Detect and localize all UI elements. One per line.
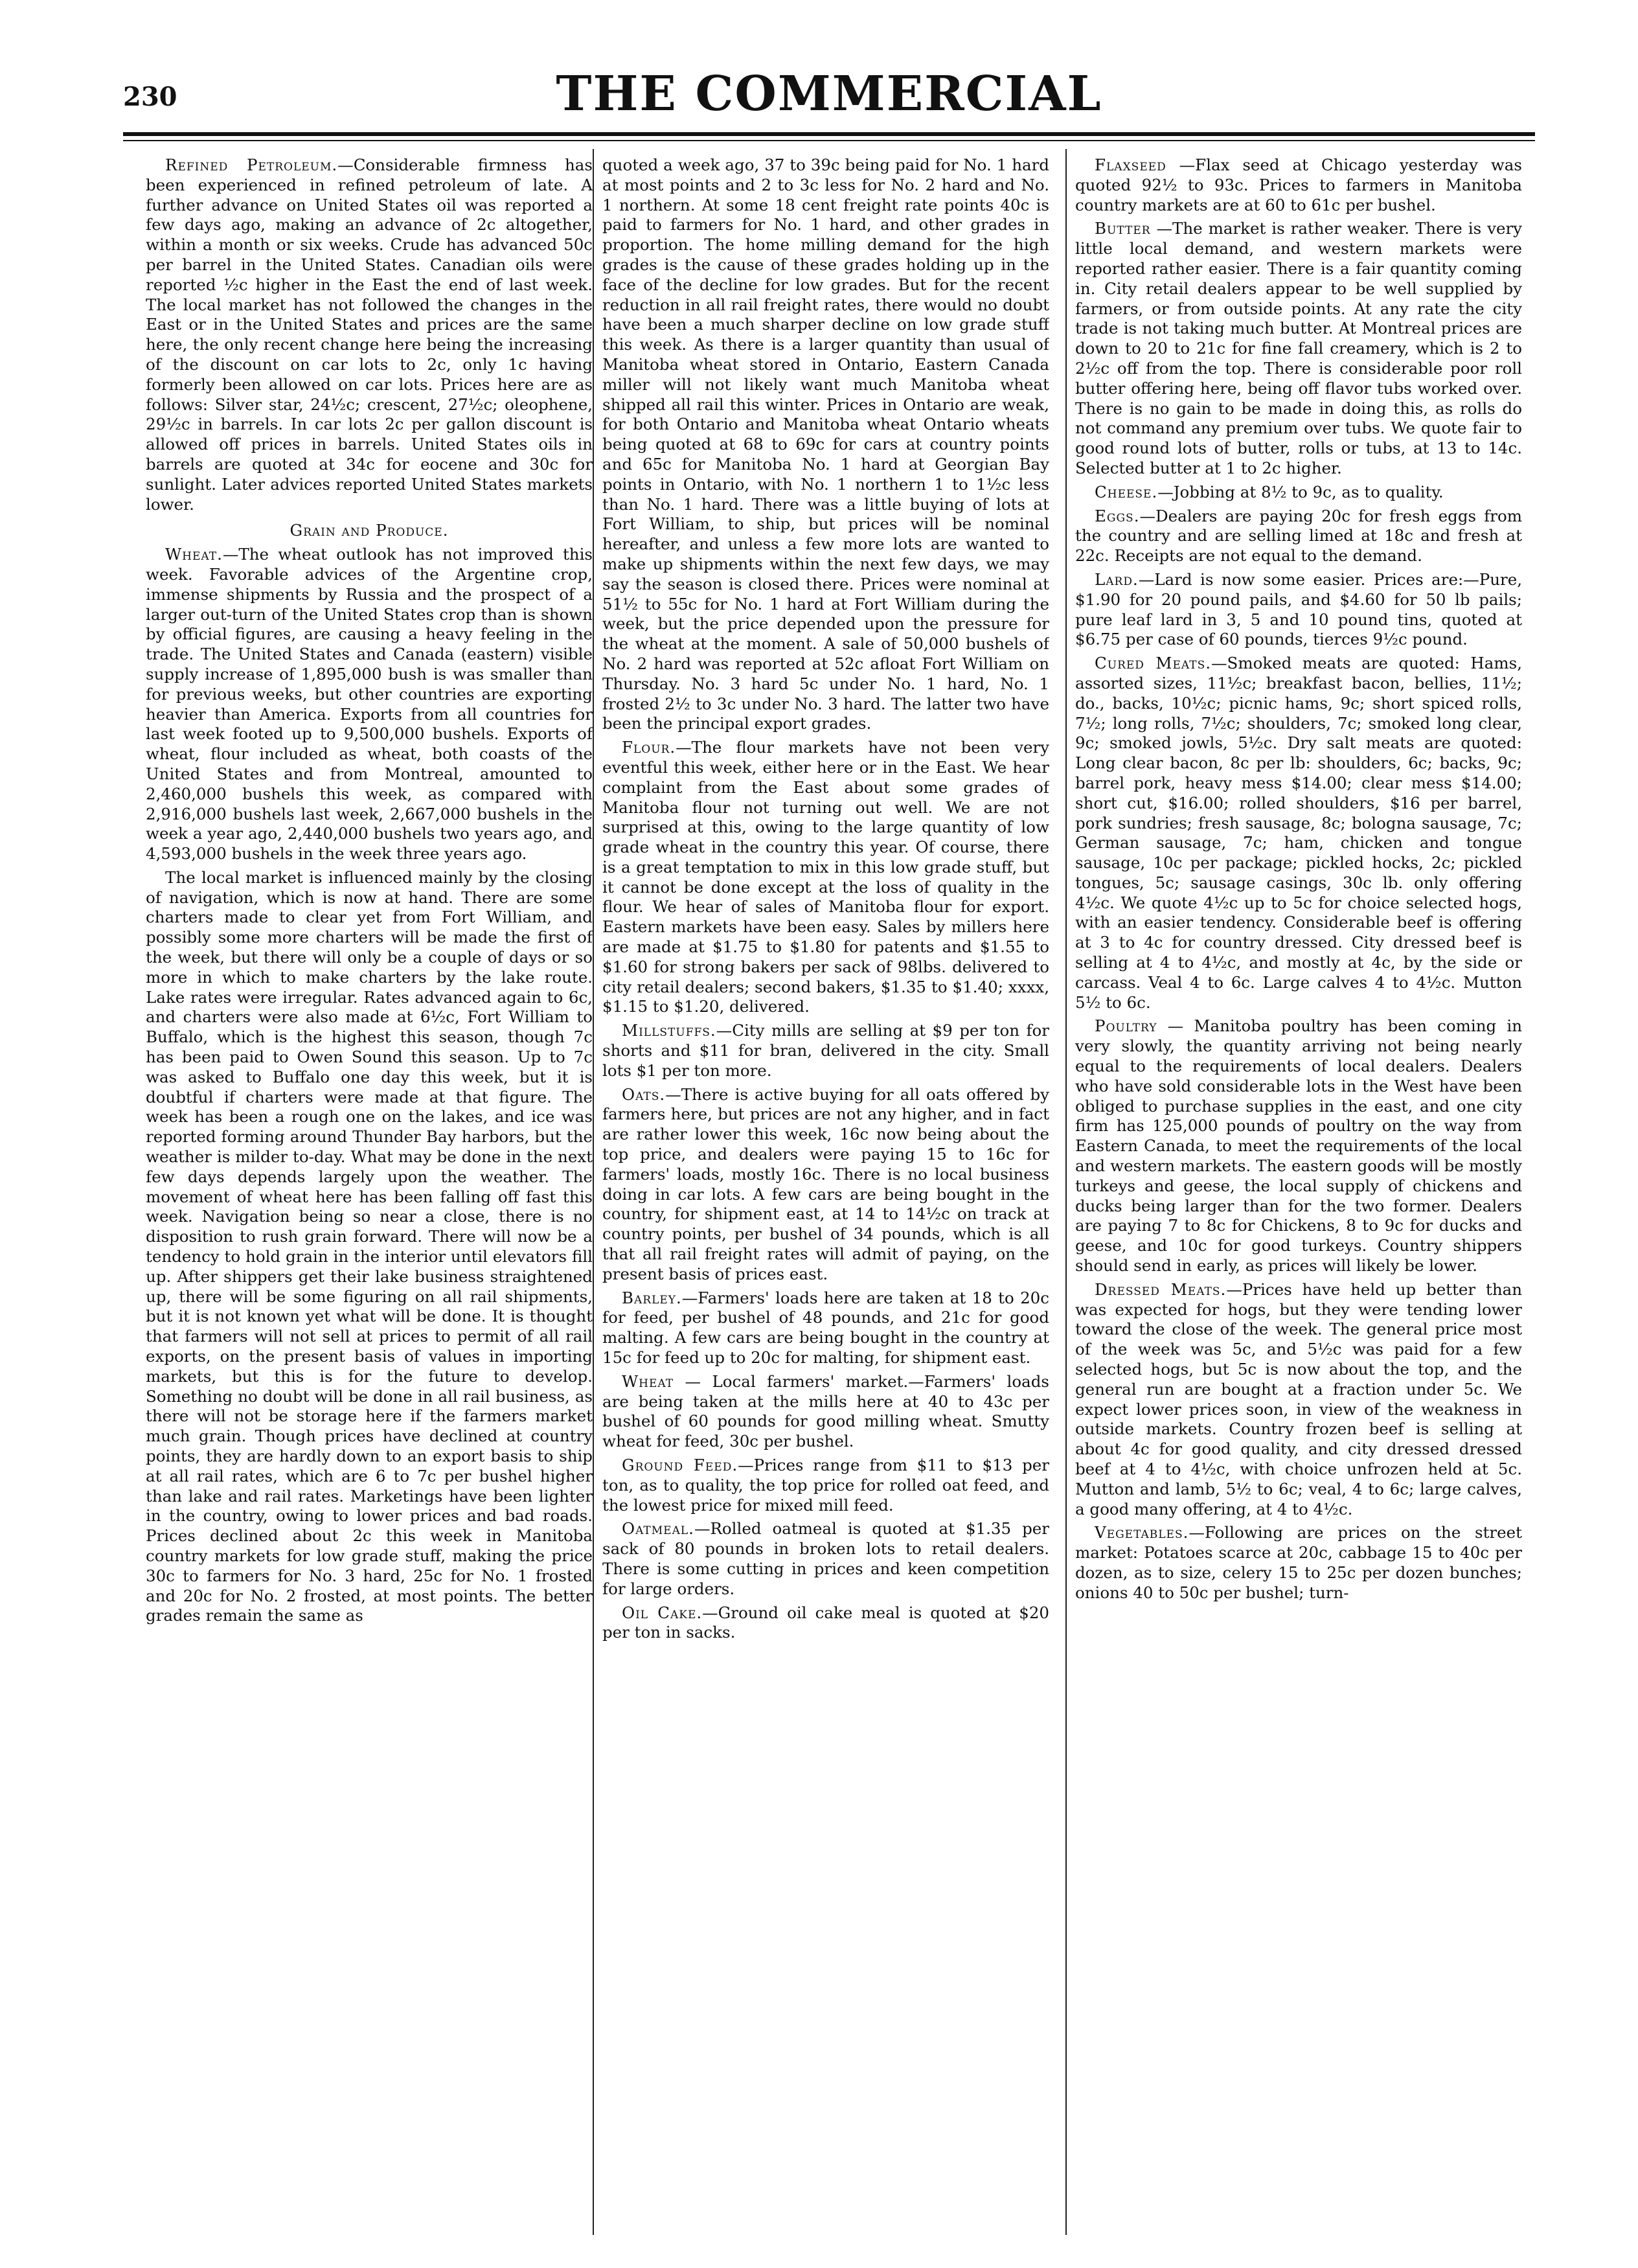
paragraph-lead: Vegetables. bbox=[1095, 1523, 1189, 1542]
section-heading: Grain and Produce. bbox=[290, 521, 449, 540]
column-divider bbox=[1065, 149, 1067, 2235]
article-paragraph bbox=[602, 738, 1049, 1017]
article-paragraph bbox=[1075, 155, 1522, 215]
article-paragraph bbox=[146, 868, 593, 1626]
paragraph-text: —The wheat outlook has not improved this week. Favorable advices of the Argentine crop, immense shipments by Russia and the prospect of a larger out-turn of the United States crop than is shown by official figures, are causing a heavy feeling in the trade. The United States and Canada (eastern) visible supply increase of 1,895,000 bush is was smaller than for previous weeks, but other countries are exporting heavier than America. Exports from all countries for last week footed up to 9,500,000 bushels. Exports of wheat, flour included as wheat, both coasts of the United States and from Montreal, amounted to 2,460,000 bushels this week, as compared with 2,916,000 bushels last week, 2,667,000 bushels in the week a year ago, 2,440,000 bushels two years ago, and 4,593,000 bushels in the week three years ago. bbox=[146, 545, 593, 864]
masthead-title: THE COMMERCIAL bbox=[556, 66, 1102, 122]
paragraph-lead: Oil Cake. bbox=[622, 1603, 703, 1622]
paragraph-text: — Local farmers' market.—Farmers' loads are being taken at the mills here at 40 to 43c per bushel of 60 pounds for good milling wheat. Smutty wheat for feed, 30c per bushel. bbox=[602, 1371, 1049, 1451]
article-paragraph bbox=[602, 1603, 1049, 1644]
paragraph-lead: Poultry bbox=[1095, 1016, 1157, 1036]
article-paragraph bbox=[602, 1085, 1049, 1285]
paragraph-text: —Farmers' loads here are taken at 18 to 20c for feed, per bushel of 48 pounds, and 21c for good malting. A few cars are being bought in the country at 15c for feed up to 20c for malting, for shipment east. bbox=[602, 1288, 1049, 1368]
paragraph-text: —Lard is now some easier. Prices are:—Pure, $1.90 for 20 pound pails, and $4.60 for 50 lb pails; pure leaf lard in 3, 5 and 10 pound tins, quoted at $6.75 per case of 60 pounds, tierces 9½c pound. bbox=[1075, 569, 1522, 649]
paragraph-text: —Prices range from $11 to $13 per ton, as to quality, the top price for rolled oat feed, and the lowest price for mixed mill feed. bbox=[602, 1456, 1049, 1515]
article-paragraph bbox=[1075, 654, 1522, 1013]
paragraph-text: —City mills are selling at $9 per ton for shorts and $11 for bran, delivered in the city. Small lots $1 per ton more. bbox=[602, 1021, 1049, 1080]
paragraph-lead: Ground Feed. bbox=[622, 1456, 738, 1474]
article-paragraph bbox=[146, 545, 593, 864]
paragraph-lead: Millstuffs. bbox=[622, 1021, 716, 1040]
paragraph-lead: Cured Meats. bbox=[1095, 654, 1212, 673]
paragraph-lead: Barley. bbox=[622, 1288, 682, 1307]
paragraph-lead: Flour. bbox=[622, 738, 676, 757]
paragraph-text: —There is active buying for all oats offered by farmers here, but prices are not any higher, and in fact are rather lower this week, 16c now being about the top price, and dealers were paying 15 to 16c for farmers' loads, mostly 16c. There is no local business doing in car lots. A few cars are being bought in the country, for shipment east, at 14 to 14½c on track at country points, per bushel of 34 pounds, which is all that all rail freight rates will admit of paying, on the present basis of prices east. bbox=[602, 1084, 1049, 1283]
paragraph-text: — Manitoba poultry has been coming in very slowly, the quantity arriving not being nearly equal to the requirements of local dealers. Dealers who have sold considerable lots in the West have been obliged to purchase supplies in the east, and one city firm has 125,000 pounds of poultry on the way from Eastern Canada, to meet the requirements of the local and western markets. The eastern goods will be mostly turkeys and geese, the local supply of chickens and ducks being larger than for the two former. Dealers are paying 7 to 8c for Chickens, 8 to 9c for ducks and geese, and 10c for good turkeys. Country shippers should send in early, as prices will likely be lower. bbox=[1075, 1016, 1522, 1276]
column-divider bbox=[593, 149, 594, 2235]
paragraph-text: —Considerable firmness has been experienced in refined petroleum of late. A further advance on United States oil was reported a few days ago, making an advance of 2c altogether, within a month or six weeks. Crude has advanced 50c per barrel in the United States. Canadian oils were reported ½c higher in the East the end of last week. The local market has not followed the changes in the East or in the United States and prices are the same here, the only recent change here being the increasing of the discount on car lots to 2c, only 1c having formerly been allowed on car lots. Prices here are as follows: Silver star, 24½c; crescent, 27½c; oleophene, 29½c in barrels. In car lots 2c per gallon discount is allowed off prices in barrels. United States oils in barrels are quoted at 34c for eocene and 30c for sunlight. Later advices reported United States markets lower. bbox=[146, 155, 593, 514]
article-paragraph bbox=[1075, 483, 1522, 503]
article-paragraph bbox=[602, 1456, 1049, 1515]
article-paragraph bbox=[602, 1289, 1049, 1368]
paragraph-text: —Flax seed at Chicago yesterday was quoted 92½ to 93c. Prices to farmers in Manitoba country markets are at 60 to 61c per bushel. bbox=[1075, 155, 1522, 214]
paragraph-lead: Eggs. bbox=[1095, 506, 1140, 525]
paragraph-lead: Oatmeal. bbox=[622, 1519, 694, 1539]
article-paragraph bbox=[602, 1519, 1049, 1599]
paragraph-lead: Butter bbox=[1095, 219, 1151, 238]
article-paragraph bbox=[1075, 1016, 1522, 1276]
paragraph-text: —Smoked meats are quoted: Hams, assorted sizes, 11½c; breakfast bacon, bellies, 11½; do., backs, 10½c; picnic hams, 9c; short spiced rolls, 7½; long rolls, 7½c; shoulders, 7c; smoked long clear, 9c; smoked jowls, 5½c. Dry salt meats are quoted: Long clear bacon, 8c per lb: shoulders, 6c; backs, 9c; barrel pork, heavy mess $14.00; clear mess $14.00; short cut, $16.00; rolled shoulders, $16 per barrel, pork sundries; fresh sausage, 8c; bologna sausage, 7c; German sausage, 7c; ham, chicken and tongue sausage, 10c per package; pickled hocks, 2c; pickled tongues, 5c; sausage casings, 30c lb. only offering 4½c. We quote 4½c up to 5c for choice selected hogs, with an easier tendency. Considerable beef is offering at 3 to 4c for country dressed. City dressed beef is selling at 4 to 4½c, and mostly at 4c, by the side or carcass. Veal 4 to 6c. Large calves 4 to 4½c. Mutton 5½ to 6c. bbox=[1075, 654, 1522, 1012]
paragraph-lead: Oats. bbox=[622, 1084, 666, 1104]
article-paragraph bbox=[602, 1372, 1049, 1452]
paragraph-text: —Dealers are paying 20c for fresh eggs from the country and are selling limed at 18c and fresh at 22c. Receipts are not equal to the demand. bbox=[1075, 506, 1522, 566]
paragraph-lead: Wheat bbox=[622, 1371, 674, 1391]
paragraph-lead: Wheat. bbox=[165, 545, 223, 564]
paragraph-text: The local market is influenced mainly by the closing of navigation, which is now at hand. There are some charters made to clear yet from Fort William, and possibly some more charters will be made the first of the week, but there will only be a couple of days or so more in which to make charters by the lake route. Lake rates were irregular. Rates advanced again to 6c, and charters were also made at 6½c, Fort William to Buffalo, which is the highest this season, though 7c has been paid to Owen Sound this season. Up to 7c was asked to Buffalo one day this week, but it is doubtful if charters were made at that figure. The week has been a rough one on the lakes, and ice was reported forming around Thunder Bay harbors, but the weather is milder to-day. What may be done in the next few days depends largely upon the weather. The movement of wheat here has been falling off fast this week. Navigation being so near a close, there is no disposition to rush grain forward. There will now be a tendency to hold grain in the interior until elevators fill up. After shippers get their lake business straightened up, there will be some figuring on all rail shipments, but it is not known yet what will be done. It is thought that farmers will not sell at prices to permit of all rail exports, on the present basis of values in importing markets, but this is for the future to develop. Something no doubt will be done in all rail business, as there will not be storage here if the farmers market much grain. Though prices have declined at country points, they are hardly down to an export basis to ship at all rail rates, which are 6 to 7c per bushel higher than lake and rail rates. Marketings have been lighter in the country, owing to lower prices and bad roads. Prices declined about 2c this week in Manitoba country markets for low grade stuff, making the price 30c to farmers for No. 3 hard, 25c for No. 1 frosted and 20c for No. 2 frosted, at most points. The better grades remain the same as bbox=[146, 867, 593, 1625]
paragraph-text: —Rolled oatmeal is quoted at $1.35 per sack of 80 pounds in broken lots to retail dealers. There is some cutting in prices and keen competition for large orders. bbox=[602, 1519, 1049, 1598]
column-3 bbox=[1075, 155, 1522, 2235]
paragraph-text: —Jobbing at 8½ to 9c, as to quality. bbox=[1157, 482, 1444, 501]
paragraph-lead: Flaxseed bbox=[1095, 155, 1166, 174]
article-paragraph bbox=[1075, 1280, 1522, 1520]
paragraph-text: —Following are prices on the street market: Potatoes scarce at 20c, cabbage 15 to 40c per dozen, as to size, celery 15 to 25c per dozen bunches; onions 40 to 50c per bushel; turn- bbox=[1075, 1523, 1522, 1602]
article-paragraph bbox=[1075, 570, 1522, 650]
article-paragraph bbox=[1075, 1523, 1522, 1603]
article-paragraph bbox=[602, 155, 1049, 734]
paragraph-text: —The flour markets have not been very eventful this week, either here or in the East. We hear complaint from the East about some grades of Manitoba flour not turning out well. We are not surprised at this, owing to the large quantity of low grade wheat in the country this year. Of course, there is a great temptation to mix in this low grade stuff, but it cannot be done except at the loss of quality in the flour. We hear of sales of Manitoba flour for export. Eastern markets have been easy. Sales by millers here are made at $1.75 to $1.80 for patents and $1.55 to $1.60 for strong bakers per sack of 98lbs. delivered to city retail dealers; second bakers, $1.35 to $1.40; xxxx, $1.15 to $1.20, delivered. bbox=[602, 738, 1049, 1016]
article-paragraph bbox=[146, 155, 593, 514]
column-1 bbox=[146, 155, 593, 2235]
header-rule bbox=[123, 132, 1535, 136]
article-paragraph bbox=[1075, 507, 1522, 566]
paragraph-text: —Ground oil cake meal is quoted at $20 per ton in sacks. bbox=[602, 1603, 1049, 1642]
page-header bbox=[123, 66, 1535, 131]
paragraph-text: quoted a week ago, 37 to 39c being paid for No. 1 hard at most points and 2 to 3c less for No. 2 hard and No. 1 northern. At some 18 cent freight rate points 40c is paid to farmers for No. 1 hard, and other grades in proportion. The home milling demand for the high grades is the cause of these grades holding up in the face of the decline for low grades. But for the recent reduction in all rail freight rates, there would no doubt have been a much sharper decline on low grade stuff this week. As there is a larger quantity than usual of Manitoba wheat stored in Ontario, Eastern Canada miller will not likely want much Manitoba wheat shipped all rail this winter. Prices in Ontario are weak, for both Ontario and Manitoba wheat Ontario wheats being quoted at 68 to 69c for cars at country points and 65c for Manitoba No. 1 hard at Georgian Bay points in Ontario, with No. 1 northern 1 to 1½c less than No. 1 hard. There was a little buying of lots at Fort William, to ship, but prices will be nominal hereafter, and unless a few more lots are wanted to make up shipments within the next few days, we may say the season is closed there. Prices were nominal at 51½ to 55c for No. 1 hard at Fort William during the week, but the price depended upon the pressure for the wheat at the moment. A sale of 50,000 bushels of No. 2 hard was reported at 52c afloat Fort William on Thursday. No. 3 hard 5c under No. 1 hard, No. 1 frosted 2½ to 3c under No. 3 hard. The latter two have been the principal export grades. bbox=[602, 155, 1049, 733]
paragraph-text: —The market is rather weaker. There is very little local demand, and western markets were reported rather easier. There is a fair quantity coming in. City retail dealers appear to be well supplied by farmers, or from outside points. At any rate the city trade is not taking much butter. At Montreal prices are down to 20 to 21c for fine fall creamery, which is 2 to 2½c off from the top. There is considerable poor roll butter offering here, being off flavor tubs worked over. There is no gain to be made in doing this, as rolls do not command any premium over tubs. We quote fair to good round lots of butter, rolls or tubs, at 13 to 14c. Selected butter at 1 to 2c higher. bbox=[1075, 219, 1522, 477]
paragraph-lead: Refined Petroleum. bbox=[165, 155, 338, 174]
article-paragraph bbox=[1075, 219, 1522, 478]
paragraph-text: —Prices have held up better than was expected for hogs, but they were tending lower toward the close of the week. The general price most of the week was 5c, and 5½c was paid for a few selected hogs, but 5c is now about the top, and the general run are bought at a fraction under 5c. We expect lower prices soon, in view of the weakness in outside markets. Country frozen beef is selling at about 4c for good quality, and city dressed dressed beef at 4 to 4½c, with choice unfrozen held at 5c. Mutton and lamb, 5½ to 6c; veal, 4 to 6c; large calves, a good many offering, at 4 to 4½c. bbox=[1075, 1279, 1522, 1518]
header-rule-thin bbox=[123, 140, 1535, 141]
paragraph-lead: Lard. bbox=[1095, 569, 1139, 589]
column-2 bbox=[602, 155, 1049, 2235]
paragraph-lead: Dressed Meats. bbox=[1095, 1279, 1227, 1299]
page-number: 230 bbox=[123, 82, 177, 112]
paragraph-lead: Cheese. bbox=[1095, 482, 1158, 501]
article-paragraph bbox=[602, 1021, 1049, 1081]
